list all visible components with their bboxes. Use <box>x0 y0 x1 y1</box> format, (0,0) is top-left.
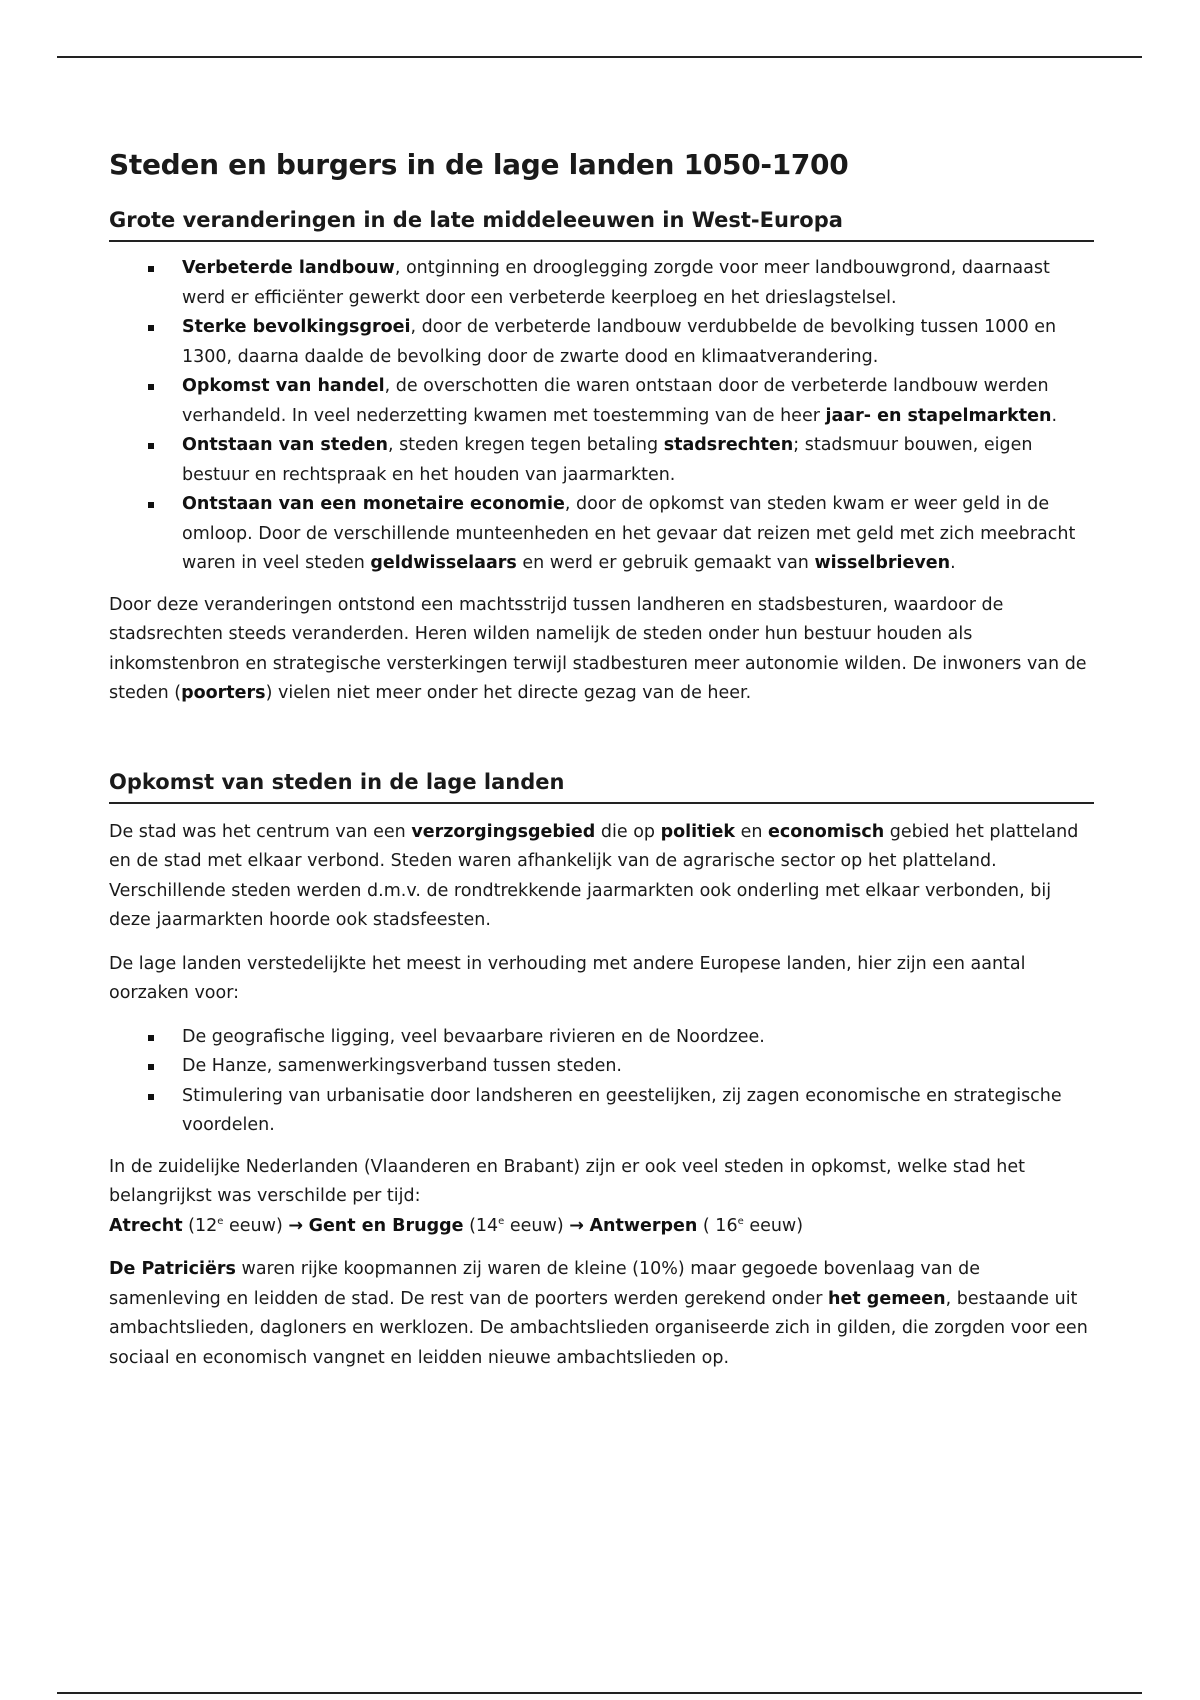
list-item: Opkomst van handel, de overschotten die waren ontstaan door de verbeterde landbouw werden verhandeld. In veel nederzetting kwamen met toestemming van de heer jaar- en stapelmarkten. <box>182 372 1094 431</box>
page-title: Steden en burgers in de lage landen 1050-1700 <box>109 148 849 181</box>
bottom-rule <box>57 1692 1142 1694</box>
list-item: De geografische ligging, veel bevaarbare rivieren en de Noordzee. <box>182 1023 1094 1053</box>
list-item: Stimulering van urbanisatie door landsheren en geestelijken, zij zagen economische en strategische voordelen. <box>182 1082 1094 1141</box>
list-item: Sterke bevolkingsgroei, door de verbeterde landbouw verdubbelde de bevolking tussen 1000 en 1300, daarna daalde de bevolking door de zwarte dood en klimaatverandering. <box>182 313 1094 372</box>
bullet-list <box>109 254 1094 579</box>
paragraph-urbanisation: De lage landen verstedelijkte het meest in verhouding met andere Europese landen, hier zijn een aantal oorzaken voor: <box>109 953 1026 1003</box>
arrow-icon: → <box>569 1215 584 1236</box>
top-rule <box>57 56 1142 58</box>
arrow-icon: → <box>288 1215 303 1236</box>
paragraph-patricians: De Patriciërs waren rijke koopmannen zij waren de kleine (10%) maar gegoede bovenlaag van de samenleving en leidden de stad. De rest van de poorters werden gerekend onder het gemeen, bestaande uit ambachtslieden, dagloners en werklozen. De ambachtslieden organiseerde zich in gilden, die zorgden voor een sociaal en economisch vangnet en leidden nieuwe ambachtslieden op. <box>109 1259 1088 1368</box>
city-timeline: Atrecht (12e eeuw) → Gent en Brugge (14e eeuw) → Antwerpen ( 16e eeuw) <box>109 1215 804 1236</box>
list-item: De Hanze, samenwerkingsverband tussen steden. <box>182 1052 1094 1082</box>
section-late-middle-ages <box>109 205 1094 709</box>
paragraph-service-area: De stad was het centrum van een verzorgingsgebied die op politiek en economisch gebied het platteland en de stad met elkaar verbond. Steden waren afhankelijk van de agrarische sector op het platteland. Verschillende steden werden d.m.v. de rondtrekkende jaarmarkten ook onderling met elkaar verbonden, bij deze jaarmarkten hoorde ook stadsfeesten. <box>109 821 1079 930</box>
list-item: Ontstaan van een monetaire economie, door de opkomst van steden kwam er weer geld in de omloop. Door de verschillende munteenheden en het gevaar dat reizen met geld met zich meebracht waren in veel steden geldwisselaars en werd er gebruik gemaakt van wisselbrieven. <box>182 490 1094 579</box>
document-body <box>109 145 1094 1387</box>
paragraph-southern-netherlands: In de zuidelijke Nederlanden (Vlaanderen en Brabant) zijn er ook veel steden in opkomst, welke stad het belangrijkst was verschilde per tijd: Atrecht (12e eeuw) → Gent en Brugge (14e eeuw) → Antwerpen ( 16e eeuw) <box>109 1153 1094 1242</box>
list-item: Ontstaan van steden, steden kregen tegen betaling stadsrechten; stadsmuur bouwen, eigen bestuur en rechtspraak en het houden van jaarmarkten. <box>182 431 1094 490</box>
bullet-list <box>109 1023 1094 1141</box>
section-heading: Opkomst van steden in de lage landen <box>109 767 1094 804</box>
section-heading: Grote veranderingen in de late middeleeuwen in West-Europa <box>109 205 1094 242</box>
section-rise-of-cities <box>109 767 1094 1374</box>
list-item: Verbeterde landbouw, ontginning en drooglegging zorgde voor meer landbouwgrond, daarnaast werd er efficiënter gewerkt door een verbeterde keerploeg en het drieslagstelsel. <box>182 254 1094 313</box>
paragraph-power-struggle: Door deze veranderingen ontstond een machtsstrijd tussen landheren en stadsbesturen, waardoor de stadsrechten steeds veranderden. Heren wilden namelijk de steden onder hun bestuur houden als inkomstenbron en strategische versterkingen terwijl stadbesturen meer autonomie wilden. De inwoners van de steden (poorters) vielen niet meer onder het directe gezag van de heer. <box>109 594 1087 703</box>
